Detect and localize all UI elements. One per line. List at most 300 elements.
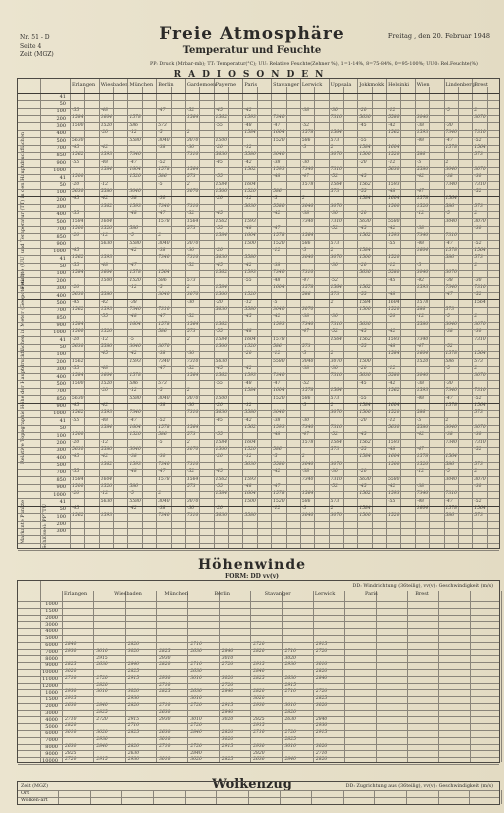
table-cell: -45 <box>215 366 223 372</box>
table-cell: 573 <box>301 343 311 349</box>
table-cell: -52 <box>445 343 453 349</box>
table-cell: 1584 <box>359 402 371 408</box>
station-payerne: Payerne <box>215 82 237 88</box>
table-cell: 1564 <box>186 373 199 379</box>
table-cell: 2 <box>158 233 162 239</box>
table-cell: 3070 <box>186 189 199 195</box>
table-cell: 3040 <box>301 513 314 519</box>
table-cell: -48 <box>416 240 425 246</box>
wind-cell: 2720 <box>65 757 77 763</box>
table-cell: -52 <box>474 498 482 504</box>
date-label: Freitag , den 20. Februar 1948 <box>387 32 490 40</box>
pressure-level-label: 900 <box>56 322 66 328</box>
table-cell: 2 <box>445 417 449 423</box>
row-line <box>18 196 499 197</box>
pressure-level-label: 41 <box>59 255 66 262</box>
row-line <box>18 469 499 470</box>
table-cell: 1584 <box>100 167 113 172</box>
row-line <box>18 233 499 234</box>
pressure-level-label: 400 <box>56 454 66 461</box>
table-cell: -47 <box>129 159 137 165</box>
table-cell: 1562 <box>215 115 228 121</box>
table-cell: 3070 <box>474 115 486 121</box>
table-cell: -55 <box>359 189 367 195</box>
pressure-level-label: 900 <box>56 484 66 491</box>
table-cell: 1562 <box>215 476 228 482</box>
table-cell: -48 <box>129 211 137 217</box>
pressure-level-label: 1000 <box>53 410 66 417</box>
table-cell: -38 <box>273 159 281 165</box>
table-cell: 5580 <box>100 447 113 453</box>
wind-cell: 3020 <box>284 655 296 661</box>
wind-cell: 2710 <box>284 648 296 654</box>
row-line <box>18 314 499 315</box>
table-cell: 7310 <box>445 491 457 497</box>
pressure-level-label: 700 <box>56 469 66 476</box>
table-cell: 1584 <box>215 336 228 342</box>
wind-cell: 2840 <box>221 709 234 715</box>
table-cell: -38 <box>273 262 281 268</box>
row-line <box>18 628 499 629</box>
sheet-page: Seite 4 <box>20 42 42 50</box>
row-line <box>18 716 499 717</box>
hoehenwinde-form: FORM: DD vv(v) <box>224 573 280 580</box>
table-cell: -47 <box>158 211 166 217</box>
wind-cell: 2710 <box>159 743 171 749</box>
table-cell: -48 <box>416 137 425 143</box>
table-cell: 1564 <box>474 402 486 408</box>
table-cell: 2 <box>445 159 449 165</box>
table-cell: 7310 <box>474 336 486 342</box>
table-cell: -30 <box>158 196 166 202</box>
station-münchen: München <box>164 591 189 597</box>
table-cell: 1604 <box>100 270 113 276</box>
wind-cell: 3010 <box>284 703 296 709</box>
table-cell: 2 <box>330 144 334 150</box>
table-cell: 1604 <box>388 144 400 150</box>
table-cell: 1500 <box>215 292 228 298</box>
station-erlangen: Erlangen <box>72 82 96 88</box>
row-line <box>18 642 499 643</box>
pressure-level-label: 50 <box>59 506 66 513</box>
table-cell: 1500 <box>100 277 113 283</box>
pressure-level-label: 1000 <box>53 491 66 498</box>
row-line <box>18 608 499 609</box>
table-cell: 1578 <box>301 439 314 445</box>
table-cell: 1562 <box>215 218 228 224</box>
wind-cell: 3010 <box>159 737 171 743</box>
wind-cell: 2825 <box>159 648 171 654</box>
pressure-level-label: 200 <box>56 358 66 365</box>
wind-cell: 2840 <box>221 648 234 654</box>
legend: PP: Druck (Mrbar-mb); TT: Temperatur(°C); UU: Relative Feuchte(Zehner %), 1=1-14%, 8=75-84%, 0=95-100%; UU0: Rel.Feuchte(%) <box>150 62 478 67</box>
table-cell: -42 <box>129 248 137 254</box>
table-cell: 1593 <box>129 461 141 467</box>
table-cell: -48 <box>244 380 252 386</box>
row-line <box>18 454 499 455</box>
column-subdivider <box>487 87 488 548</box>
table-cell: -20 <box>215 299 223 305</box>
table-cell: 3040 <box>129 343 141 349</box>
row-line <box>18 621 499 622</box>
table-cell: -47 <box>445 240 453 246</box>
table-cell: -48 <box>244 329 252 335</box>
wind-cell: 2720 <box>190 723 202 729</box>
table-cell: 2 <box>330 299 334 305</box>
wind-cell: 2720 <box>315 689 328 695</box>
table-cell: 7340 <box>158 461 170 467</box>
table-cell: 5630 <box>72 343 84 349</box>
column-subdivider <box>343 87 344 548</box>
table-cell: 1593 <box>100 410 113 416</box>
table-cell: -52 <box>330 329 338 335</box>
wind-cell: 2820 <box>127 743 140 749</box>
row-line <box>18 484 499 485</box>
table-cell: 1578 <box>445 351 457 357</box>
table-cell: -5 <box>158 181 163 187</box>
wind-cell: 2710 <box>315 750 328 756</box>
table-cell: 1604 <box>129 321 141 327</box>
table-cell: 1604 <box>244 439 256 445</box>
table-cell: -47 <box>301 329 310 335</box>
station-berlin: Berlin <box>214 591 230 597</box>
table-cell: 573 <box>186 277 196 283</box>
table-cell: 1520 <box>100 380 113 386</box>
row-line <box>18 689 499 690</box>
table-cell: -55 <box>388 240 396 246</box>
pressure-level-label: 900 <box>56 159 66 166</box>
table-cell: -20 <box>72 336 80 342</box>
wind-cell: 3020 <box>65 669 77 675</box>
pressure-level-label: 200 <box>56 196 66 203</box>
height-label: 9000 <box>45 662 58 669</box>
table-cell: -45 <box>72 402 80 408</box>
row-line <box>18 543 499 544</box>
table-cell: 573 <box>474 255 483 261</box>
table-cell: -48 <box>100 417 108 423</box>
table-cell: 1584 <box>215 491 228 497</box>
wind-cell: 2710 <box>159 682 171 688</box>
table-cell: 3070 <box>158 343 170 349</box>
table-cell: 1604 <box>244 181 256 187</box>
wind-cell: 2630 <box>190 689 202 695</box>
table-cell: 1584 <box>215 284 228 290</box>
table-cell: -30 <box>474 174 482 180</box>
table-cell: 573 <box>474 152 483 158</box>
wind-cell: 2825 <box>159 689 171 695</box>
table-cell: 1562 <box>215 270 228 276</box>
wind-cell: 2630 <box>159 709 171 715</box>
row-line <box>18 277 499 278</box>
wind-cell: 2630 <box>96 662 108 668</box>
table-cell: 7310 <box>330 476 343 482</box>
table-cell: -48 <box>416 395 425 401</box>
table-cell: 1604 <box>273 284 285 290</box>
row-line <box>18 764 499 765</box>
table-cell: 1562 <box>72 255 84 261</box>
table-cell: 1604 <box>388 299 400 305</box>
table-cell: 1593 <box>244 115 256 121</box>
table-cell: -12 <box>416 314 425 320</box>
column-subdivider <box>286 87 287 548</box>
height-label: 12000 <box>42 682 58 689</box>
table-cell: -12 <box>388 366 396 372</box>
row-line <box>18 263 499 264</box>
pressure-level-label: 700 <box>56 307 66 314</box>
table-cell: -20 <box>100 130 108 136</box>
row-line <box>18 696 499 697</box>
row-line <box>18 329 499 330</box>
table-cell: 586 <box>158 277 167 283</box>
table-cell: 7340 <box>273 115 285 121</box>
pressure-level-label: 300 <box>56 204 66 211</box>
table-cell: -48 <box>100 262 108 268</box>
station-lindenberg: Lindenberg <box>445 82 475 88</box>
table-cell: -38 <box>301 469 310 475</box>
row-line <box>18 299 499 300</box>
table-cell: 2 <box>474 469 478 475</box>
wind-cell: 3010 <box>96 689 108 695</box>
table-cell: -55 <box>359 292 367 298</box>
table-cell: -5 <box>416 159 422 165</box>
table-cell: -42 <box>388 380 396 386</box>
station-stavanger: Stavanger <box>273 82 300 88</box>
table-cell: -42 <box>100 144 108 150</box>
table-cell: 7340 <box>273 270 285 276</box>
table-cell: -12 <box>273 351 281 357</box>
table-cell: 7340 <box>416 233 429 239</box>
table-cell: -45 <box>72 248 80 254</box>
wind-cell: 2840 <box>315 675 328 681</box>
wind-cell: 2840 <box>221 689 234 695</box>
pressure-level-label: 900 <box>56 403 66 410</box>
table-cell: 1520 <box>273 137 285 143</box>
wind-cell: 2930 <box>284 662 296 668</box>
table-cell: -52 <box>301 122 310 128</box>
table-cell: 5630 <box>244 461 256 467</box>
table-cell: 1584 <box>388 351 400 357</box>
table-cell: -5 <box>445 366 450 372</box>
table-cell: 5630 <box>359 218 371 224</box>
table-cell: -12 <box>388 417 396 423</box>
table-cell: 5580 <box>416 321 429 327</box>
table-cell: -38 <box>158 144 166 150</box>
table-cell: -45 <box>72 144 80 150</box>
table-cell: 3070 <box>301 307 314 313</box>
table-cell: -48 <box>244 225 252 231</box>
wind-cell: 2720 <box>315 648 328 654</box>
table-cell: 1562 <box>72 307 84 313</box>
side-label-height: Höhe der Hauptdruckflächen in Meter (Geopotential) <box>20 273 26 409</box>
table-cell: 1520 <box>416 203 429 209</box>
table-cell: 1593 <box>100 255 113 261</box>
pressure-level-label: 200 <box>56 115 66 122</box>
table-cell: 5580 <box>244 410 256 416</box>
table-cell: -55 <box>72 159 80 165</box>
table-cell: -30 <box>474 483 482 489</box>
table-cell: 1604 <box>100 115 113 121</box>
table-cell: -42 <box>100 196 108 202</box>
station-lerwick: Lerwick <box>314 591 336 597</box>
table-cell: 1500 <box>388 461 400 467</box>
table-cell: -30 <box>330 211 338 217</box>
table-cell: 1604 <box>388 454 400 460</box>
table-cell: 5580 <box>100 189 113 195</box>
table-cell: -38 <box>301 366 310 372</box>
height-label: 3000 <box>45 621 58 628</box>
station-wiesbaden: Wiesbaden <box>114 591 142 597</box>
height-label: 1500 <box>45 696 58 703</box>
row-line <box>18 649 499 650</box>
table-cell: 1520 <box>244 189 256 195</box>
table-cell: -20 <box>100 388 108 394</box>
table-cell: 5630 <box>72 447 84 453</box>
table-cell: 2 <box>474 366 478 372</box>
pressure-level-label: 50 <box>59 263 66 270</box>
table-cell: 5580 <box>100 343 113 349</box>
table-cell: 1584 <box>359 454 371 460</box>
table-cell: 1564 <box>445 196 457 202</box>
table-cell: -20 <box>359 417 367 423</box>
table-cell: 5630 <box>215 410 228 416</box>
table-cell: -42 <box>273 469 281 475</box>
row-line <box>18 744 499 745</box>
table-cell: -47 <box>273 380 281 386</box>
table-cell: 2 <box>330 351 334 357</box>
height-label: 6000 <box>45 642 58 649</box>
table-cell: -30 <box>158 454 166 460</box>
table-cell: 3070 <box>330 203 343 209</box>
table-cell: 1562 <box>388 130 400 136</box>
wind-cell: 2915 <box>96 757 108 763</box>
table-cell: 1520 <box>273 498 285 504</box>
wind-cell: 2630 <box>159 730 171 736</box>
table-cell: -45 <box>388 277 396 283</box>
table-cell: 3040 <box>301 358 314 364</box>
table-cell: -45 <box>215 159 223 165</box>
wind-cell: 2915 <box>127 675 140 681</box>
column-subdivider <box>400 87 401 548</box>
wind-cell: 3010 <box>315 662 328 668</box>
table-cell: 1564 <box>186 167 199 172</box>
table-cell: -55 <box>359 447 367 453</box>
table-cell: -48 <box>416 498 425 504</box>
table-cell: 586 <box>158 174 167 180</box>
table-cell: 1520 <box>388 152 400 158</box>
table-cell: 5630 <box>359 373 371 379</box>
table-cell: 1500 <box>215 189 228 195</box>
table-cell: -55 <box>215 432 223 438</box>
table-cell: 1593 <box>388 233 400 239</box>
pressure-level-label: 100 <box>56 189 66 196</box>
table-cell: 586 <box>301 292 311 298</box>
table-cell: 1564 <box>158 270 170 276</box>
table-cell: 573 <box>186 174 196 180</box>
table-cell: -38 <box>416 225 425 231</box>
height-label: 5000 <box>45 723 58 730</box>
pressure-level-label: 300 <box>56 447 66 454</box>
table-cell: -47 <box>129 417 137 423</box>
table-cell: -42 <box>388 329 396 335</box>
pressure-level-label: 41 <box>59 498 66 505</box>
table-cell: -47 <box>158 108 166 114</box>
station-uppsala: Uppsala <box>330 82 352 88</box>
wind-cell: 2710 <box>65 675 77 681</box>
row-line <box>18 248 499 249</box>
table-cell: 573 <box>330 498 340 504</box>
table-cell: 586 <box>301 498 311 504</box>
table-cell: 1584 <box>215 439 228 445</box>
table-cell: -55 <box>244 277 252 283</box>
row-line <box>18 476 499 477</box>
row-line <box>18 462 499 463</box>
table-cell: 1578 <box>301 388 314 394</box>
table-cell: 1564 <box>186 218 199 224</box>
station-wiesbaden: Wiesbaden <box>100 82 129 88</box>
wind-cell: 2840 <box>190 730 202 736</box>
wind-cell: 2930 <box>159 716 171 722</box>
table-cell: -55 <box>359 137 367 143</box>
row-line <box>18 351 499 352</box>
table-cell: -38 <box>416 122 425 128</box>
table-cell: -48 <box>388 189 396 195</box>
table-cell: 1593 <box>388 336 400 342</box>
row-line <box>18 417 499 418</box>
height-label: 11000 <box>42 676 58 682</box>
table-cell: -48 <box>244 122 252 128</box>
table-cell: 3040 <box>158 292 170 298</box>
table-cell: -47 <box>273 225 281 231</box>
table-cell: 1584 <box>215 233 228 239</box>
table-cell: -30 <box>474 329 482 335</box>
table-cell: 1562 <box>359 181 371 187</box>
table-cell: -5 <box>158 130 163 136</box>
table-cell: 7310 <box>445 233 457 239</box>
pressure-level-label: 200 <box>56 521 66 528</box>
row-line <box>18 662 499 663</box>
table-cell: -42 <box>100 454 108 460</box>
table-cell: -42 <box>388 225 396 231</box>
table-cell: 1578 <box>301 130 314 136</box>
table-cell: 1520 <box>129 174 141 180</box>
table-cell: 1584 <box>72 218 84 224</box>
table-cell: -52 <box>330 483 338 489</box>
table-cell: 1564 <box>474 248 486 254</box>
station-erlangen: Erlangen <box>64 591 88 597</box>
table-cell: -55 <box>215 122 223 128</box>
table-cell: -20 <box>72 181 80 187</box>
pressure-level-label: 700 <box>56 388 66 395</box>
table-cell: 1593 <box>244 476 256 482</box>
column-subdivider <box>84 87 85 548</box>
table-cell: 7340 <box>129 410 141 416</box>
height-label: 10000 <box>42 757 58 764</box>
table-cell: -38 <box>129 299 137 305</box>
pressure-level-label: 400 <box>56 130 66 137</box>
wind-cell: 2930 <box>127 757 140 763</box>
table-cell: 1578 <box>445 506 457 512</box>
table-cell: -38 <box>158 402 166 408</box>
table-cell: -42 <box>388 483 396 489</box>
table-cell: 7340 <box>158 513 170 519</box>
table-cell: 2 <box>186 388 190 394</box>
side-label-markante: Markante Punkte <box>20 499 26 544</box>
wind-cell: 2825 <box>127 730 140 736</box>
table-cell: -12 <box>100 233 108 239</box>
table-cell: -45 <box>100 351 108 357</box>
pressure-level-label: 300 <box>56 366 66 373</box>
table-cell: 1564 <box>330 130 343 136</box>
